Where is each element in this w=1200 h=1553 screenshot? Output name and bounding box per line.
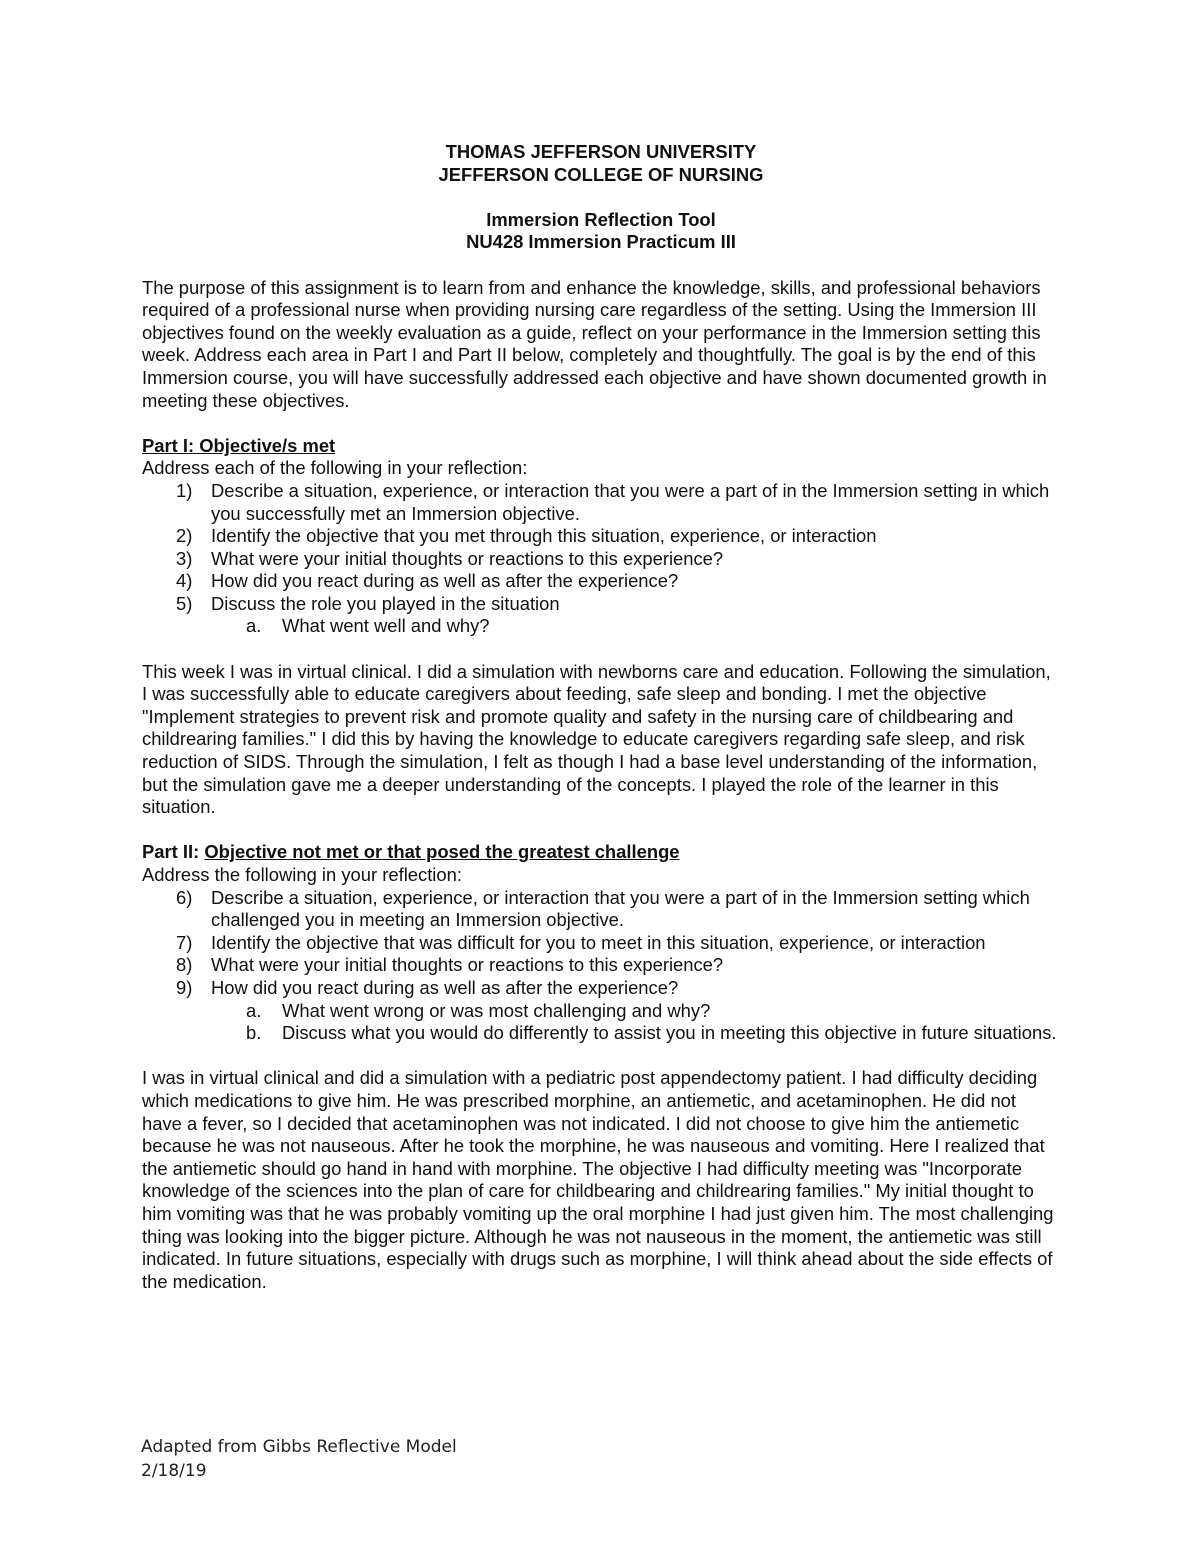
list-item: 1) Describe a situation, experience, or interaction that you were a part of in the Immersion setting in which you successfully met an Immersion objective. xyxy=(176,479,1050,524)
page-footer xyxy=(141,1435,457,1483)
list-item: 4) How did you react during as well as after the experience? xyxy=(176,570,679,592)
footer-source: Adapted from Gibbs Reflective Model xyxy=(141,1437,457,1457)
part1-instruction: Address each of the following in your reflection: xyxy=(142,457,528,479)
course-title: NU428 Immersion Practicum III xyxy=(466,231,736,253)
part2-instruction: Address the following in your reflection: xyxy=(142,864,462,885)
list-item: 6) Describe a situation, experience, or interaction that you were a part of in the Immersion setting which challenged you in meeting an Immersion objective. xyxy=(176,886,1030,931)
list-item: 9) How did you react during as well as after the experience? a. What went wrong or was most challenging and why? b. Discuss what you would do differently to assist you in meeting this objective in future situations. xyxy=(142,977,1060,1045)
intro-paragraph: The purpose of this assignment is to learn from and enhance the knowledge, skills, and professional behaviors required of a professional nurse when providing nursing care regardless of the setting. Using the Immersion III objectives found on the weekly evaluation as a guide, reflect on your performance in the Immersion setting this week. Address each area in Part I and Part II below, completely and thoughtfully. The goal is by the end of this Immersion course, you will have successfully addressed each objective and have shown documented growth in meeting these objectives. xyxy=(142,276,1047,411)
document-body xyxy=(142,141,1060,1293)
document-header xyxy=(142,141,1060,254)
part1-title: Part I: Objective/s met xyxy=(142,434,336,456)
list-item: 5) Discuss the role you played in the situation a. What went well and why? xyxy=(142,593,1060,638)
footer-date: 2/18/19 xyxy=(141,1461,207,1481)
tool-title: Immersion Reflection Tool xyxy=(486,208,716,230)
list-item: 8) What were your initial thoughts or reactions to this experience? xyxy=(176,954,724,976)
sublist-item: b. Discuss what you would do differently to assist you in meeting this objective in future situations. xyxy=(246,1022,1057,1044)
part1-sublist xyxy=(211,615,1060,638)
list-item: 2) Identify the objective that you met through this situation, experience, or interaction xyxy=(176,525,877,547)
part1-list xyxy=(142,480,1060,638)
part1-response: This week I was in virtual clinical. I did a simulation with newborns care and education. Following the simulation, I was successfully able to educate caregivers about feeding, safe sleep and bonding. I met the objective "Implement strategies to prevent risk and promote quality and safety in the nursing care of childbearing and childrearing families." I did this by having the knowledge to educate caregivers regarding safe sleep, and risk reduction of SIDS. Through the simulation, I felt as though I had a base level understanding of the information, but the simulation gave me a deeper understanding of the concepts. I played the role of the learner in this situation. xyxy=(142,660,1051,818)
university-name: THOMAS JEFFERSON UNIVERSITY xyxy=(445,141,757,162)
part2-list xyxy=(142,887,1060,1045)
part2-sublist xyxy=(211,1000,1060,1045)
part2-response: I was in virtual clinical and did a simulation with a pediatric post appendectomy patient. I had difficulty deciding which medications to give him. He was prescribed morphine, an antiemetic, and acetaminophen. He did not have a fever, so I decided that acetaminophen was not indicated. I did not choose to give him the antiemetic because he was not nauseous. After he took the morphine, he was nauseous and vomiting. Here I realized that the antiemetic should go hand in hand with morphine. The objective I had difficulty meeting was "Incorporate knowledge of the sciences into the plan of care for childbearing and childrearing families." My initial thought to him vomiting was that he was probably vomiting up the oral morphine I had just given him. The most challenging thing was looking into the bigger picture. Although he was not nauseous in the moment, the antiemetic was still indicated. In future situations, especially with drugs such as morphine, I will think ahead about the side effects of the medication. xyxy=(142,1067,1054,1292)
list-item: 7) Identify the objective that was difficult for you to meet in this situation, experience, or interaction xyxy=(176,931,986,953)
list-item: 3) What were your initial thoughts or reactions to this experience? xyxy=(176,547,724,569)
part2-title: Part II: Objective not met or that posed the greatest challenge xyxy=(142,841,680,863)
college-name: JEFFERSON COLLEGE OF NURSING xyxy=(438,163,764,185)
sublist-item: a. What went well and why? xyxy=(246,615,490,637)
sublist-item: a. What went wrong or was most challenging and why? xyxy=(246,999,711,1021)
